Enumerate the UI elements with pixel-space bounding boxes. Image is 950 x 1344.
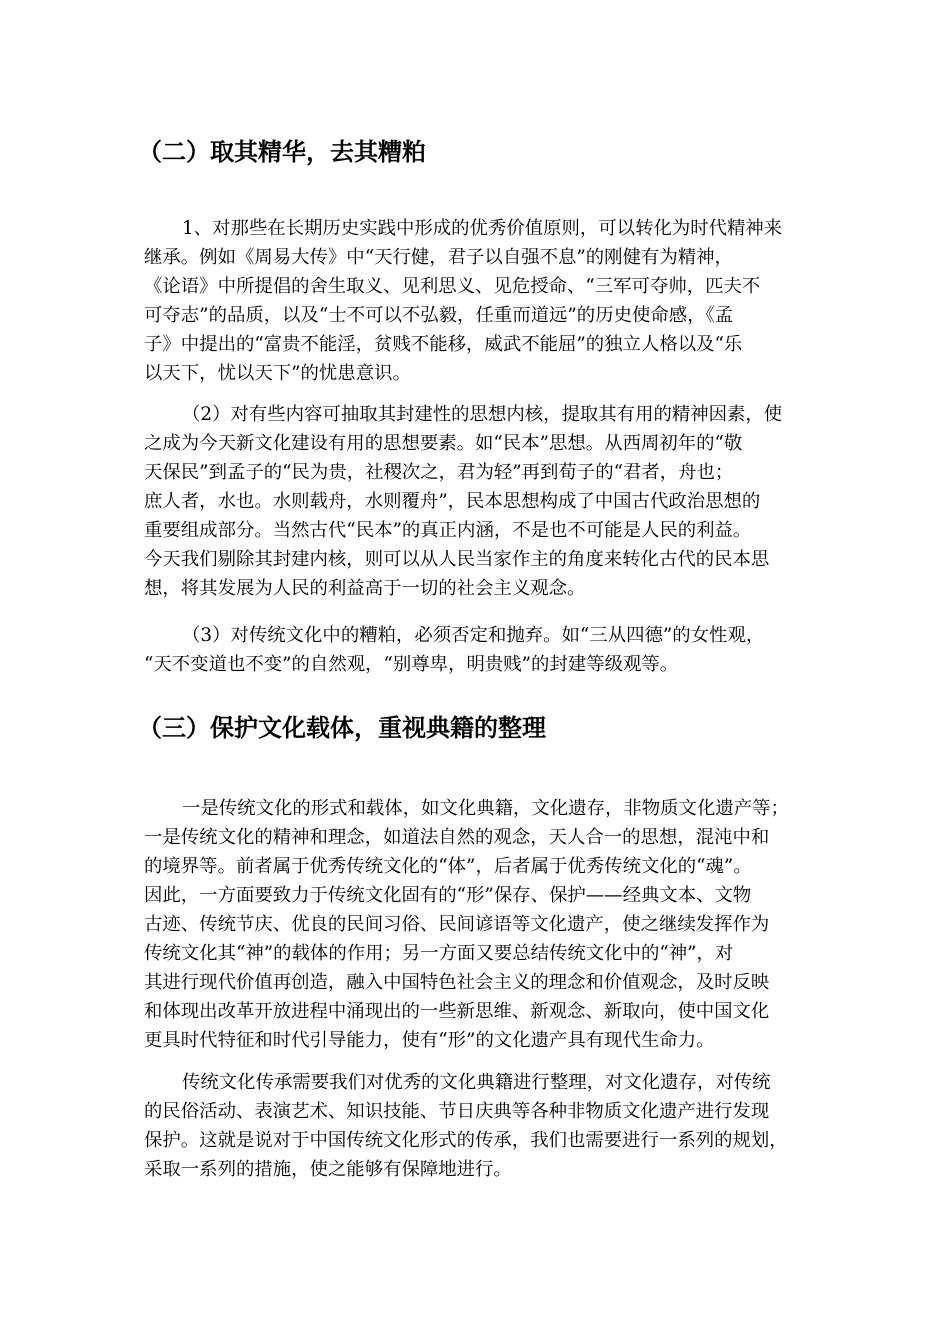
text-line: （2）对有些内容可抽取其封建性的思想内核，提取其有用的精神因素，使 [182, 404, 783, 425]
text-line: 一是传统文化的形式和载体，如文化典籍，文化遗存，非物质文化遗产等； [182, 798, 789, 819]
text-line: 今天我们剔除其封建内核，则可以从人民当家作主的角度来转化古代的民本思 [144, 549, 770, 570]
section-heading-3: （三）保护文化载体，重视典籍的整理 [138, 714, 546, 742]
text-line: 更具时代特征和时代引导能力，使有“形”的文化遗产具有现代生命力。 [144, 1030, 715, 1051]
text-line: 采取一系列的措施，使之能够有保障地进行。 [144, 1159, 512, 1180]
paragraph-2-3 [144, 621, 820, 679]
section-heading-2: （二）取其精华，去其糟粕 [138, 138, 426, 166]
paragraph-2-2 [144, 400, 820, 603]
text-line: 保护。这就是说对于中国传统文化形式的传承，我们也需要进行一系列的规划， [144, 1130, 788, 1151]
text-line: 一是传统文化的精神和理念，如道法自然的观念，天人合一的思想，混沌中和 [144, 827, 770, 848]
text-line: 古迹、传统节庆、优良的民间习俗、民间谚语等文化遗产，使之继续发挥作为 [144, 914, 770, 935]
text-line: 传统文化传承需要我们对优秀的文化典籍进行整理，对文化遗存，对传统 [182, 1072, 771, 1093]
paragraph-3-2 [144, 1068, 820, 1184]
text-line: 1、对那些在长期历史实践中形成的优秀价值原则，可以转化为时代精神来 [182, 218, 783, 239]
text-line: 因此，一方面要致力于传统文化固有的“形”保存、保护——经典文本、文物 [144, 885, 752, 906]
text-line: 想，将其发展为人民的利益高于一切的社会主义观念。 [144, 578, 586, 599]
text-line: 的境界等。前者属于优秀传统文化的“体”，后者属于优秀传统文化的“魂”。 [144, 856, 752, 877]
text-line: 其进行现代价值再创造，融入中国特色社会主义的理念和价值观念，及时反映 [144, 972, 770, 993]
text-line: 和体现出改革开放进程中涌现出的一些新思维、新观念、新取向，使中国文化 [144, 1001, 770, 1022]
text-line: 《论语》中所提倡的舍生取义、见利思义、见危授命、“三军可夺帅，匹夫不 [144, 276, 761, 297]
text-line: 天保民”到孟子的“民为贵，社稷次之，君为轻”再到荀子的“君者，舟也； [144, 462, 734, 483]
paragraph-2-1 [144, 214, 820, 388]
text-line: 可夺志”的品质，以及“士不可以不弘毅，任重而道远”的历史使命感，《孟 [144, 305, 734, 326]
text-line: 之成为今天新文化建设有用的思想要素。如“民本”思想。从西周初年的“敬 [144, 433, 743, 454]
text-line: 庶人者，水也。水则载舟，水则覆舟”，民本思想构成了中国古代政治思想的 [144, 491, 761, 512]
text-line: 继承。例如《周易大传》中“天行健，君子以自强不息”的刚健有为精神， [144, 247, 733, 268]
paragraph-3-1 [144, 794, 820, 1055]
text-line: 以天下，忧以天下”的忧患意识。 [144, 363, 411, 384]
text-line: “天不变道也不变”的自然观，“别尊卑，明贵贱”的封建等级观等。 [144, 654, 679, 675]
text-line: 的民俗活动、表演艺术、知识技能、节日庆典等各种非物质文化遗产进行发现 [144, 1101, 770, 1122]
text-line: 重要组成部分。当然古代“民本”的真正内涵，不是也不可能是人民的利益。 [144, 520, 752, 541]
text-line: 传统文化其“神”的载体的作用；另一方面又要总结传统文化中的“神”，对 [144, 943, 734, 964]
text-line: 子》中提出的“富贵不能淫，贫贱不能移，威武不能屈”的独立人格以及“乐 [144, 334, 743, 355]
text-line: （3）对传统文化中的糟粕，必须否定和抛弃。如“三从四德”的女性观， [182, 625, 765, 646]
